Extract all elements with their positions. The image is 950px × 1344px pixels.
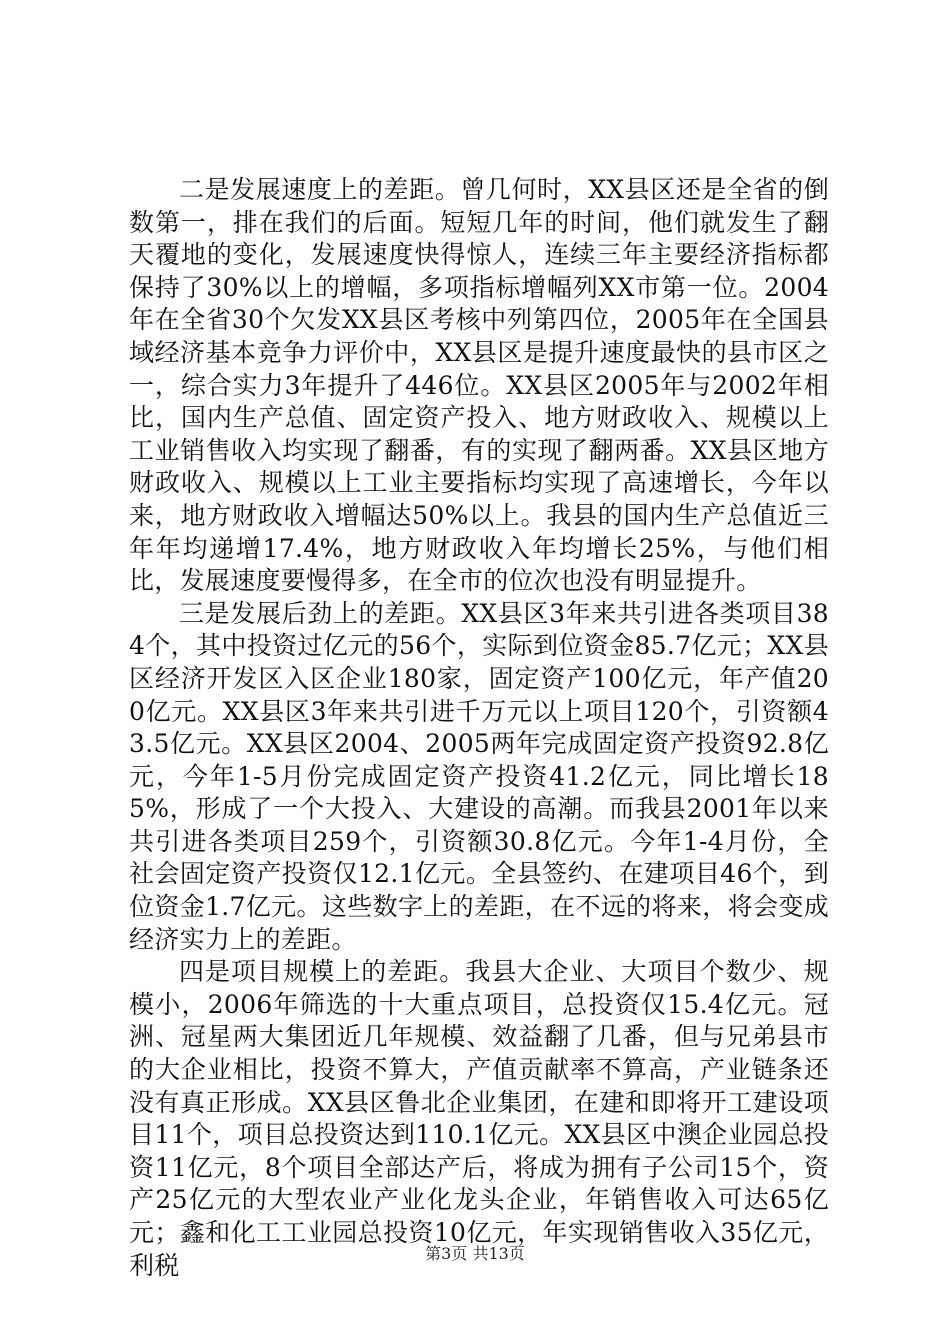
paragraph-speed-gap: 二是发展速度上的差距。曾几何时，XX县区还是全省的倒数第一，排在我们的后面。短短几年的时间，他们就发生了翻天覆地的变化，发展速度快得惊人，连续三年主要经济指标都保持了30%以上的增幅，多项指标增幅列XX市第一位。2004年在全省30个欠发XX县区考核中列第四位，2005年在全国县域经济基本竞争力评价中，XX县区是提升速度最快的县市区之一，综合实力3年提升了446位。XX县区2005年与2002年相比，国内生产总值、固定资产投入、地方财政收入、规模以上工业销售收入均实现了翻番，有的实现了翻两番。XX县区地方财政收入、规模以上工业主要指标均实现了高速增长，今年以来，地方财政收入增幅达50%以上。我县的国内生产总值近三年年均递增17.4%，地方财政收入年均增长25%，与他们相比，发展速度要慢得多，在全市的位次也没有明显提升。	[129, 175, 829, 596]
body-text	[129, 174, 829, 1282]
page-number-footer: 第3页 共13页	[425, 1244, 525, 1263]
paragraph-momentum-gap: 三是发展后劲上的差距。XX县区3年来共引进各类项目384个，其中投资过亿元的56个，实际到位资金85.7亿元；XX县区经济开发区入区企业180家，固定资产100亿元，年产值200亿元。XX县区3年来共引进千万元以上项目120个，引资额43.5亿元。XX县区2004、2005两年完成固定资产投资92.8亿元，今年1-5月份完成固定资产投资41.2亿元，同比增长185%，形成了一个大投入、大建设的高潮。而我县2001年以来共引进各类项目259个，引资额30.8亿元。今年1-4月份，全社会固定资产投资仅12.1亿元。全县签约、在建项目46个，到位资金1.7亿元。这些数字上的差距，在不远的将来，将会变成经济实力上的差距。	[129, 598, 829, 954]
paragraph-project-scale-gap: 四是项目规模上的差距。我县大企业、大项目个数少、规模小，2006年筛选的十大重点项目，总投资仅15.4亿元。冠洲、冠星两大集团近几年规模、效益翻了几番，但与兄弟县市的大企业相比，投资不算大，产值贡献率不算高，产业链条还没有真正形成。XX县区鲁北企业集团，在建和即将开工建设项目11个，项目总投资达到110.1亿元。XX县区中澳企业园总投资11亿元，8个项目全部达产后，将成为拥有子公司15个，资产25亿元的大型农业产业化龙头企业，年销售收入可达65亿元；鑫和化工工业园总投资10亿元，年实现销售收入35亿元，利税	[129, 957, 829, 1280]
